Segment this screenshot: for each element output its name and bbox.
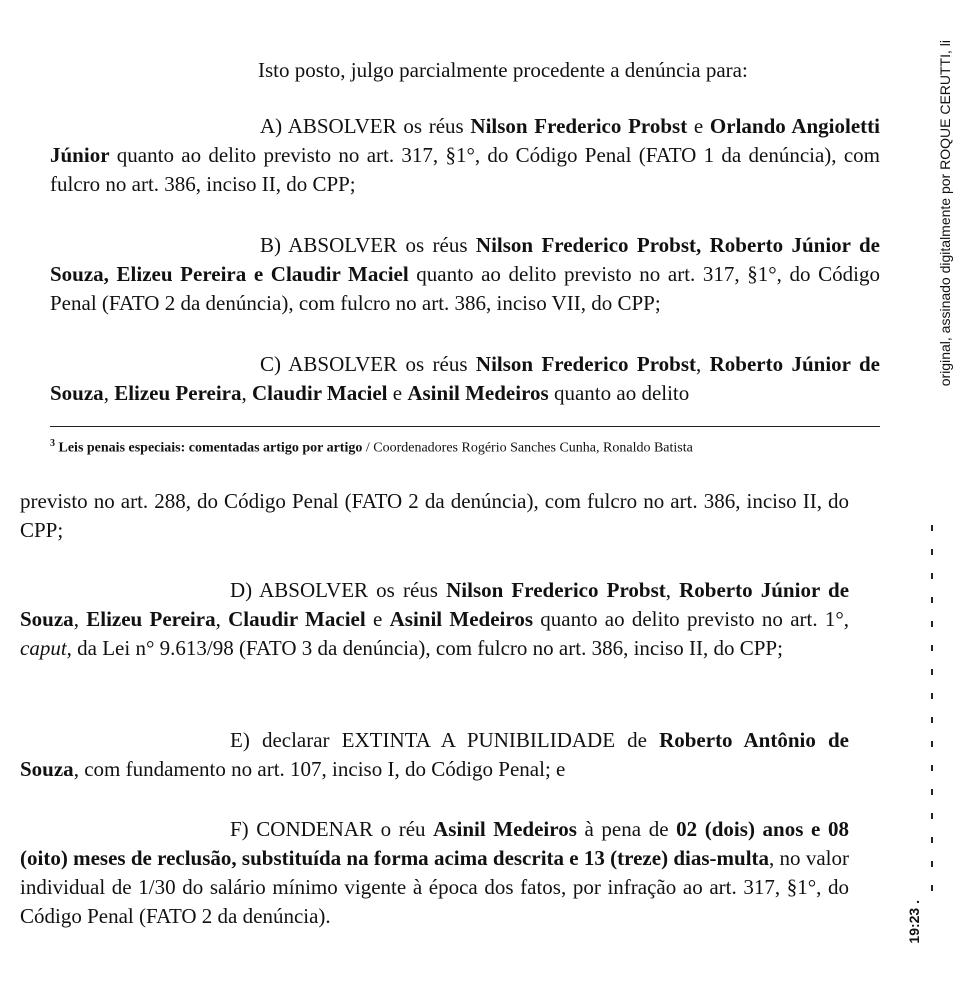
- item-d-text-6: quanto ao delito previsto no art. 1°,: [533, 607, 850, 631]
- item-d-name-5: Asinil Medeiros: [389, 607, 534, 631]
- item-e-paragraph: [20, 726, 849, 784]
- item-c-text-6: quanto ao delito: [548, 381, 690, 405]
- item-c-name-1: Nilson Frederico Probst: [475, 352, 697, 376]
- item-e-text-1: E) declarar EXTINTA A PUNIBILIDADE de: [230, 728, 660, 752]
- item-f-text-2: à pena de: [576, 817, 677, 841]
- item-d-text-1: D) ABSOLVER os réus: [230, 578, 447, 602]
- footnote-title: Leis penais especiais: comentadas artigo por artigo: [55, 440, 363, 456]
- item-d-name-4: Claudir Maciel: [228, 607, 366, 631]
- item-a-text-1: A) ABSOLVER os réus: [260, 114, 471, 138]
- footnote-divider: [50, 426, 880, 427]
- item-f-text-3: , no valor individual de 1/30 do salário mínimo vigente à época dos fatos, por infração ao art. 317, §1°, do Código Penal (FATO 2 da denúncia).: [20, 846, 849, 928]
- item-c-name-3: Elizeu Pereira: [114, 381, 242, 405]
- item-d-name-2: Roberto Júnior de Souza: [20, 578, 850, 631]
- item-b-paragraph: [50, 231, 880, 318]
- item-d-text-4: ,: [215, 607, 229, 631]
- item-f-text-1: F) CONDENAR o réu: [230, 817, 434, 841]
- item-d-name-3: Elizeu Pereira: [86, 607, 216, 631]
- item-b-text-1: B) ABSOLVER os réus: [260, 233, 476, 257]
- item-c-text-1: C) ABSOLVER os réus: [260, 352, 476, 376]
- item-d-text-7: , da Lei n° 9.613/98 (FATO 3 da denúncia), com fulcro no art. 386, inciso II, do CPP;: [66, 636, 783, 660]
- item-c-text-4: ,: [241, 381, 252, 405]
- item-c-paragraph: [50, 350, 880, 408]
- item-b-text-2: quanto ao delito previsto no art. 317, §1°, do Código Penal (FATO 2 da denúncia), com fulcro no art. 386, inciso VII, do CPP;: [50, 262, 880, 315]
- item-d-italic-caput: caput: [20, 636, 67, 660]
- item-c-text-3: ,: [103, 381, 115, 405]
- item-a-text-2: e: [687, 114, 710, 138]
- intro-paragraph: Isto posto, julgo parcialmente procedente a denúncia para:: [258, 58, 748, 82]
- margin-timestamp: 19:23 .: [906, 900, 922, 944]
- item-d-text-5: e: [365, 607, 390, 631]
- item-c-text-5: e: [387, 381, 408, 405]
- item-c-text-2: ,: [696, 352, 710, 376]
- item-a-text-3: quanto ao delito previsto no art. 317, §1°, do Código Penal (FATO 1 da denúncia), com fulcro no art. 386, inciso II, do CPP;: [50, 143, 880, 196]
- item-c-continuation: previsto no art. 288, do Código Penal (FATO 2 da denúncia), com fulcro no art. 386, inciso II, do CPP;: [20, 489, 849, 542]
- item-f-sentence: 02 (dois) anos e 08 (oito) meses de reclusão, substituída na forma acima descrita e 13 (treze) dias-multa: [20, 817, 849, 870]
- item-c-name-4: Claudir Maciel: [252, 381, 388, 405]
- item-d-text-3: ,: [73, 607, 87, 631]
- item-f-name-1: Asinil Medeiros: [433, 817, 577, 841]
- item-e-name-1: Roberto Antônio de Souza: [20, 728, 849, 781]
- item-a-name-1: Nilson Frederico Probst: [470, 114, 688, 138]
- item-a-paragraph: [50, 112, 880, 199]
- margin-dashed-line: [931, 525, 933, 895]
- item-a-name-2: Orlando Angioletti Júnior: [50, 114, 880, 167]
- item-d-paragraph: [20, 576, 849, 663]
- item-b-names: Nilson Frederico Probst, Roberto Júnior de Souza, Elizeu Pereira e Claudir Maciel: [50, 233, 880, 286]
- item-e-text-2: , com fundamento no art. 107, inciso I, do Código Penal; e: [73, 757, 566, 781]
- item-f-paragraph: [20, 815, 849, 931]
- item-c-name-5: Asinil Medeiros: [407, 381, 549, 405]
- footnote: [50, 435, 890, 458]
- item-d-name-1: Nilson Frederico Probst: [446, 578, 666, 602]
- item-d-text-2: ,: [665, 578, 680, 602]
- footnote-rest: / Coordenadores Rogério Sanches Cunha, Ronaldo Batista: [362, 440, 693, 456]
- signature-margin-note: original, assinado digitalmente por ROQUE CERUTTI, li: [937, 40, 953, 387]
- footnote-number: 3: [50, 438, 55, 449]
- item-c-name-2: Roberto Júnior de Souza: [50, 352, 880, 405]
